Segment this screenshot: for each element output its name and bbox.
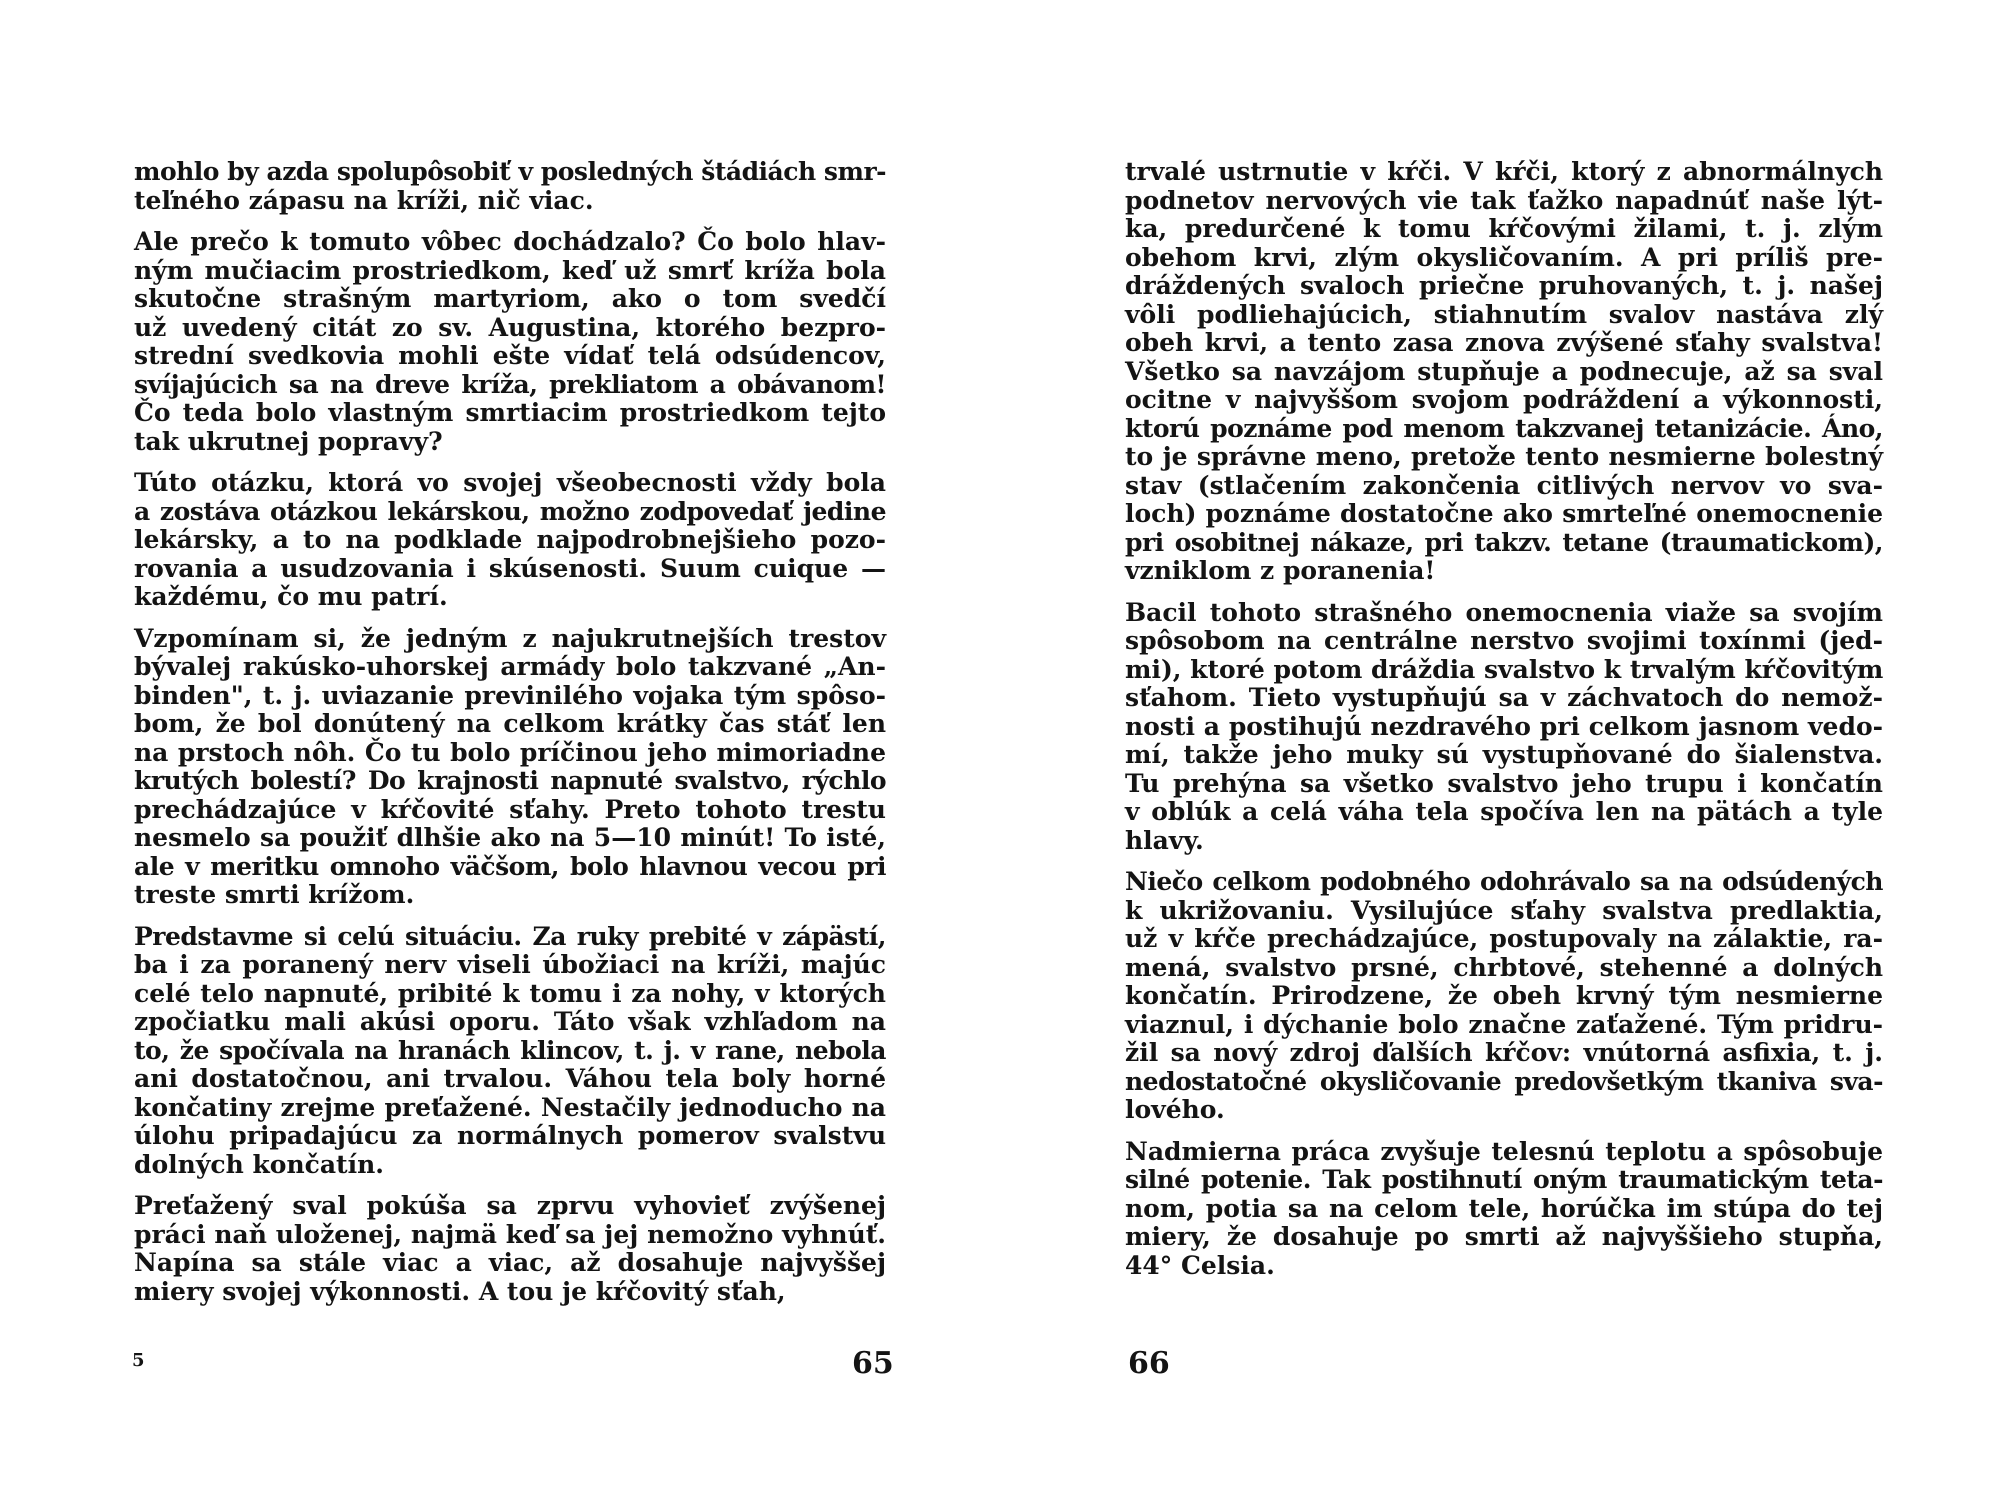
left-page-text xyxy=(134,158,886,1319)
text-line: ani dostatočnou, ani trvalou. Váhou tela boly horné xyxy=(134,1064,886,1093)
text-line: to, že spočívala na hranách klincov, t. j. v rane, nebola xyxy=(134,1035,886,1065)
text-line: Predstavme si celú situáciu. Za ruky prebité v zápästí, xyxy=(134,921,886,951)
paragraph xyxy=(134,158,886,215)
printer-signature-mark: 5 xyxy=(132,1350,145,1371)
text-line: obehom krvi, zlým okysličovaním. A pri príliš pre- xyxy=(1125,242,1883,272)
text-line: hlavy. xyxy=(1125,825,1204,855)
text-line: ocitne v najvyššom svojom podráždení a výkonnosti, xyxy=(1125,385,1883,414)
text-line: a zostáva otázkou lekárskou, možno zodpovedať jedine xyxy=(134,496,886,526)
text-line: lového. xyxy=(1125,1095,1225,1124)
text-line: nom, potia sa na celom tele, horúčka im stúpa do tej xyxy=(1125,1193,1883,1223)
text-line: na prstoch nôh. Čo tu bolo príčinou jeho mimoriadne xyxy=(134,737,886,767)
text-line: tak ukrutnej popravy? xyxy=(134,426,443,456)
text-line: skutočne strašným martyriom, ako o tom svedčí xyxy=(134,284,886,313)
text-line: bývalej rakúsko-uhorskej armády bolo takzvané „An- xyxy=(134,652,886,681)
text-line: ným mučiacim prostriedkom, keď už smrť kríža bola xyxy=(134,255,886,285)
text-line: už uvedený citát zo sv. Augustina, ktorého bezpro- xyxy=(134,312,886,342)
text-line: Túto otázku, ktorá vo svojej všeobecnosti vždy bola xyxy=(134,468,886,497)
text-line: Napína sa stále viac a viac, až dosahuje najvyššej xyxy=(134,1248,886,1277)
text-line: v oblúk a celá váha tela spočíva len na pätách a tyle xyxy=(1125,797,1883,826)
text-line: stav (stlačením zakončenia citlivých nervov vo sva- xyxy=(1125,470,1883,500)
text-line: práci naň uloženej, najmä keď sa jej nemožno vyhnúť. xyxy=(134,1219,886,1249)
left-page-number: 65 xyxy=(852,1346,894,1381)
text-line: mená, svalstvo prsné, chrbtové, stehenné a dolných xyxy=(1125,952,1883,982)
text-line: pri osobitnej nákaze, pri takzv. tetane (traumatickom), xyxy=(1125,527,1883,557)
text-line: viaznul, i dýchanie bolo značne zaťažené. Tým pridru- xyxy=(1125,1009,1883,1039)
paragraph xyxy=(134,469,886,612)
paragraph xyxy=(1125,158,1883,586)
text-line: teľného zápasu na kríži, nič viac. xyxy=(134,185,594,215)
paragraph xyxy=(134,923,886,1180)
right-page-number: 66 xyxy=(1128,1346,1170,1381)
text-line: 44° Celsia. xyxy=(1125,1250,1275,1280)
text-line: nosti a postihujú nezdravého pri celkom jasnom vedo- xyxy=(1125,711,1883,741)
text-line: obeh krvi, a tento zasa znova zvýšené sťahy svalstva! xyxy=(1125,328,1883,357)
text-line: to je správne meno, pretože tento nesmierne bolestný xyxy=(1125,442,1883,471)
text-line: trvalé ustrnutie v kŕči. V kŕči, ktorý z abnormálnych xyxy=(1125,157,1883,186)
right-page-text xyxy=(1125,158,1883,1293)
paragraph xyxy=(1125,868,1883,1125)
text-line: žil sa nový zdroj ďalších kŕčov: vnútorná asfixia, t. j. xyxy=(1125,1038,1883,1067)
text-line: silné potenie. Tak postihnutí oným traumatickým teta- xyxy=(1125,1165,1883,1194)
text-line: mi), ktoré potom dráždia svalstvo k trvalým kŕčovitým xyxy=(1125,654,1884,684)
text-line: vzniklom z poranenia! xyxy=(1125,556,1436,585)
paragraph xyxy=(1125,599,1883,856)
text-line: Všetko sa navzájom stupňuje a podnecuje, až sa sval xyxy=(1125,356,1883,386)
paragraph xyxy=(134,228,886,456)
text-line: rovania a usudzovania i skúsenosti. Suum cuique — xyxy=(134,553,886,583)
paragraph xyxy=(1125,1138,1883,1281)
text-line: spôsobom na centrálne nerstvo svojimi toxínmi (jed- xyxy=(1125,626,1883,655)
paragraph xyxy=(134,625,886,910)
text-line: už v kŕče prechádzajúce, postupovaly na zálaktie, ra- xyxy=(1125,924,1883,953)
text-line: každému, čo mu patrí. xyxy=(134,582,448,611)
text-line: Nadmierna práca zvyšuje telesnú teplotu a spôsobuje xyxy=(1125,1136,1883,1166)
text-line: Preťažený sval pokúša sa zprvu vyhovieť zvýšenej xyxy=(134,1191,886,1220)
text-line: strední svedkovia mohli ešte vídať telá odsúdencov, xyxy=(134,341,886,370)
text-line: Tu prehýna sa všetko svalstvo jeho trupu i končatín xyxy=(1125,768,1883,798)
text-line: ba i za poranený nerv viseli úbožiaci na kríži, majúc xyxy=(134,950,886,979)
text-line: sťahom. Tieto vystupňujú sa v záchvatoch do nemož- xyxy=(1125,683,1883,712)
text-line: svíjajúcich sa na dreve kríža, prekliatom a obávanom! xyxy=(134,369,886,399)
text-line: mohlo by azda spolupôsobiť v posledných štádiách smr- xyxy=(134,157,886,186)
text-line: nedostatočné okysličovanie predovšetkým tkaniva sva- xyxy=(1125,1066,1883,1096)
text-line: treste smrti krížom. xyxy=(134,880,415,909)
text-line: ale v meritku omnoho väčšom, bolo hlavnou vecou pri xyxy=(134,851,886,881)
text-line: dolných končatín. xyxy=(134,1149,384,1179)
text-line: mí, takže jeho muky sú vystupňované do šialenstva. xyxy=(1125,740,1883,769)
text-line: Bacil tohoto strašného onemocnenia viaže sa svojím xyxy=(1125,597,1883,627)
text-line: podnetov nervových vie tak ťažko napadnúť naše lýt- xyxy=(1125,185,1883,215)
text-line: prechádzajúce v kŕčovité sťahy. Preto tohoto trestu xyxy=(134,794,886,824)
text-line: vôli podliehajúcich, stiahnutím svalov nastáva zlý xyxy=(1125,299,1883,329)
text-line: nesmelo sa použiť dlhšie ako na 5—10 minút! To isté, xyxy=(134,823,886,852)
text-line: miery svojej výkonnosti. A tou je kŕčovitý sťah, xyxy=(134,1276,786,1306)
text-line: krutých bolestí? Do krajnosti napnuté svalstvo, rýchlo xyxy=(134,766,886,795)
text-line: loch) poznáme dostatočne ako smrteľné onemocnenie xyxy=(1125,499,1883,528)
text-line: miery, že dosahuje po smrti až najvyššieho stupňa, xyxy=(1125,1222,1883,1251)
text-line: k ukrižovaniu. Vysilujúce sťahy svalstva predlaktia, xyxy=(1125,895,1883,925)
text-line: končatiny zrejme preťažené. Nestačily jednoducho na xyxy=(134,1092,886,1122)
paragraph xyxy=(134,1192,886,1306)
text-line: končatín. Prirodzene, že obeh krvný tým nesmierne xyxy=(1125,981,1883,1010)
text-line: Vzpomínam si, že jedným z najukrutnejších trestov xyxy=(134,623,886,653)
text-line: dráždených svaloch priečne pruhovaných, t. j. našej xyxy=(1125,271,1883,300)
text-line: úlohu pripadajúcu za normálnych pomerov svalstvu xyxy=(134,1121,886,1150)
text-line: ktorú poznáme pod menom takzvanej tetanizácie. Áno, xyxy=(1125,413,1883,443)
text-line: Ale prečo k tomuto vôbec dochádzalo? Čo bolo hlav- xyxy=(134,227,886,256)
text-line: binden", t. j. uviazanie previnilého vojaka tým spôso- xyxy=(134,680,886,710)
text-line: bom, že bol donútený na celkom krátky čas stáť len xyxy=(134,709,886,738)
text-line: celé telo napnuté, pribité k tomu i za nohy, v ktorých xyxy=(134,978,886,1008)
text-line: ka, predurčené k tomu kŕčovými žilami, t. j. zlým xyxy=(1125,214,1883,243)
text-line: Čo teda bolo vlastným smrtiacim prostriedkom tejto xyxy=(134,398,886,427)
text-line: Niečo celkom podobného odohrávalo sa na odsúdených xyxy=(1125,867,1883,896)
text-line: lekársky, a to na podklade najpodrobnejšieho pozo- xyxy=(134,525,886,554)
text-line: zpočiatku mali akúsi oporu. Táto však vzhľadom na xyxy=(134,1007,886,1036)
